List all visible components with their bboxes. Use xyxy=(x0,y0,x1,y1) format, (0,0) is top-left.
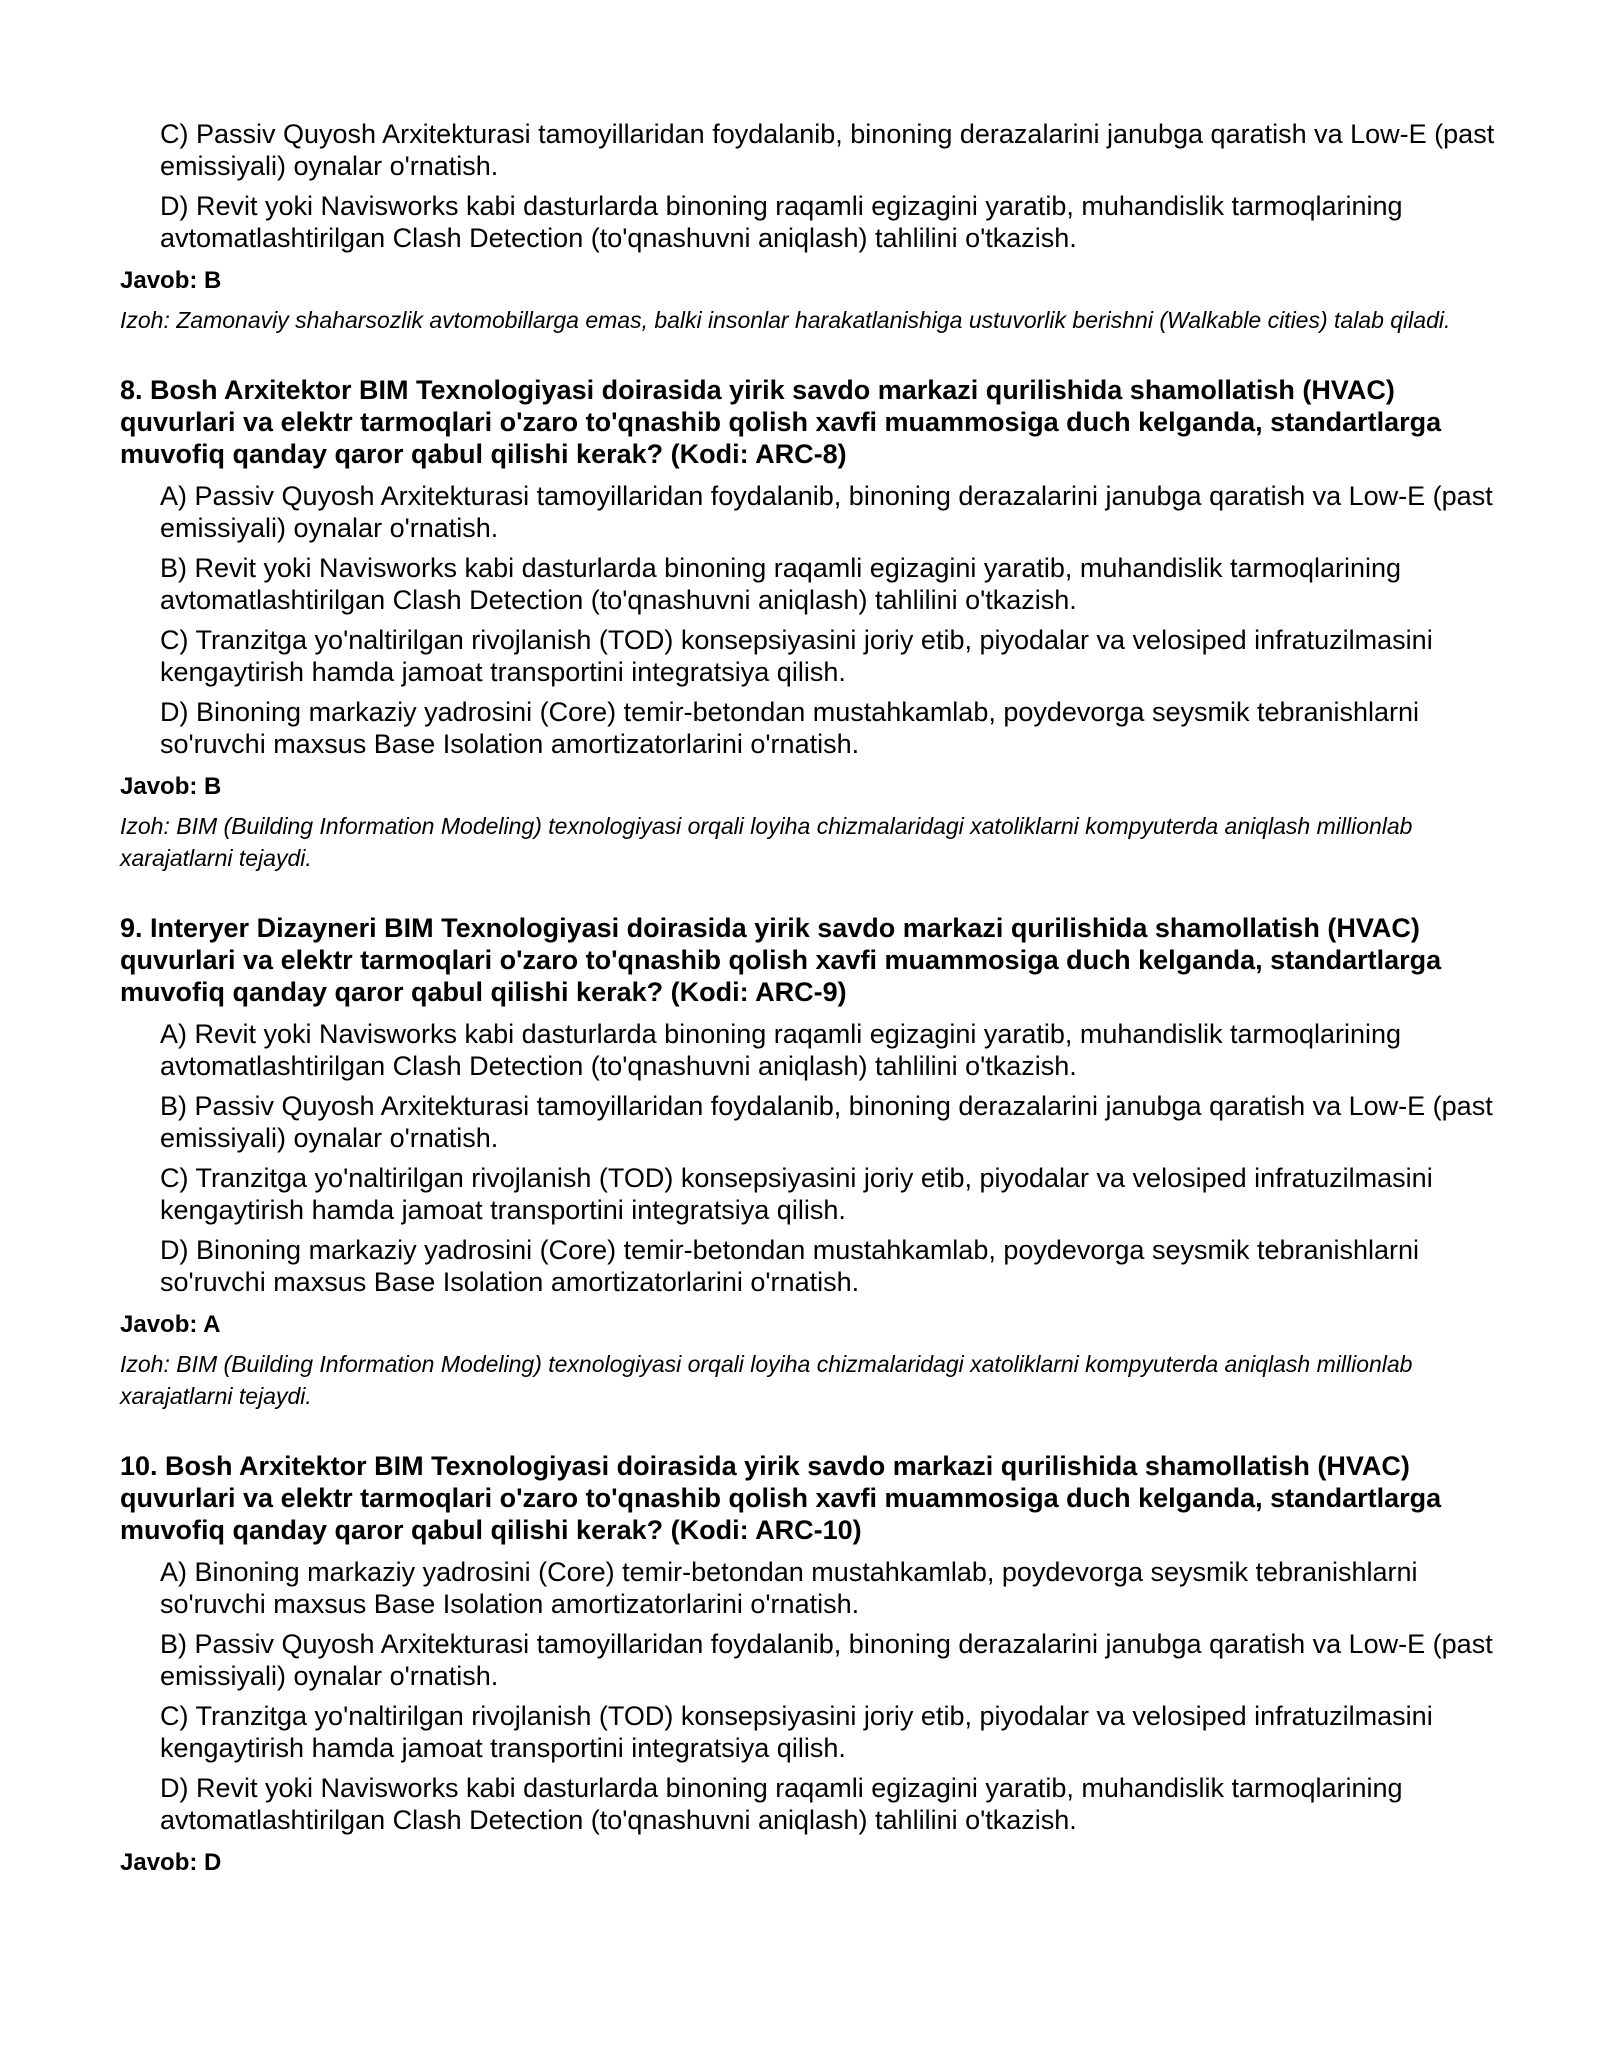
option-d: D) Revit yoki Navisworks kabi dasturlarda binoning raqamli egizagini yaratib, muhandislik tarmoqlarining avtomatlashtirilgan Clash Detection (to'qnashuvni aniqlash) tahlilini o'tkazish. xyxy=(160,1773,1403,1835)
question-block-10 xyxy=(120,1450,1500,1878)
option-b: B) Revit yoki Navisworks kabi dasturlarda binoning raqamli egizagini yaratib, muhandislik tarmoqlarining avtomatlashtirilgan Clash Detection (to'qnashuvni aniqlash) tahlilini o'tkazish. xyxy=(160,553,1402,615)
option-b: B) Passiv Quyosh Arxitekturasi tamoyillaridan foydalanib, binoning derazalarini janubga qaratish va Low-E (past emissiyali) oynalar o'rnatish. xyxy=(160,1629,1493,1691)
option-b: B) Passiv Quyosh Arxitekturasi tamoyillaridan foydalanib, binoning derazalarini janubga qaratish va Low-E (past emissiyali) oynalar o'rnatish. xyxy=(160,1091,1493,1153)
answer-label: Javob: A xyxy=(120,1311,221,1338)
option-d: D) Binoning markaziy yadrosini (Core) temir-betondan mustahkamlab, poydevorga seysmik tebranishlarni so'ruvchi maxsus Base Isolation amortizatorlarini o'rnatish. xyxy=(160,697,1420,759)
explanation-note: Izoh: BIM (Building Information Modeling) texnologiyasi orqali loyiha chizmalaridagi xatoliklarni kompyuterda aniqlash millionlab xarajatlarni tejaydi. xyxy=(120,1351,1413,1409)
document-page xyxy=(120,118,1500,1886)
question-block-8 xyxy=(120,374,1500,874)
explanation-note: Izoh: BIM (Building Information Modeling) texnologiyasi orqali loyiha chizmalaridagi xatoliklarni kompyuterda aniqlash millionlab xarajatlarni tejaydi. xyxy=(120,813,1413,871)
option-a: A) Binoning markaziy yadrosini (Core) temir-betondan mustahkamlab, poydevorga seysmik tebranishlarni so'ruvchi maxsus Base Isolation amortizatorlarini o'rnatish. xyxy=(160,1557,1418,1619)
question-block-7 xyxy=(120,118,1500,336)
option-c: C) Tranzitga yo'naltirilgan rivojlanish (TOD) konsepsiyasini joriy etib, piyodalar va velosiped infratuzilmasini kengaytirish hamda jamoat transportini integratsiya qilish. xyxy=(160,1701,1433,1763)
explanation-note: Izoh: Zamonaviy shaharsozlik avtomobillarga emas, balki insonlar harakatlanishiga ustuvorlik berishni (Walkable cities) talab qiladi. xyxy=(120,307,1451,333)
question-text: 10. Bosh Arxitektor BIM Texnologiyasi doirasida yirik savdo markazi qurilishida shamollatish (HVAC) quvurlari va elektr tarmoqlari o'zaro to'qnashib qolish xavfi muammosiga duch kelganda, standartlarga muvofiq qanday qaror qabul qilishi kerak? (Kodi: ARC-10) xyxy=(120,1451,1442,1545)
option-c: C) Tranzitga yo'naltirilgan rivojlanish (TOD) konsepsiyasini joriy etib, piyodalar va velosiped infratuzilmasini kengaytirish hamda jamoat transportini integratsiya qilish. xyxy=(160,1163,1433,1225)
option-d: D) Binoning markaziy yadrosini (Core) temir-betondan mustahkamlab, poydevorga seysmik tebranishlarni so'ruvchi maxsus Base Isolation amortizatorlarini o'rnatish. xyxy=(160,1235,1420,1297)
option-c: C) Passiv Quyosh Arxitekturasi tamoyillaridan foydalanib, binoning derazalarini janubga qaratish va Low-E (past emissiyali) oynalar o'rnatish. xyxy=(160,119,1495,181)
option-c: C) Tranzitga yo'naltirilgan rivojlanish (TOD) konsepsiyasini joriy etib, piyodalar va velosiped infratuzilmasini kengaytirish hamda jamoat transportini integratsiya qilish. xyxy=(160,625,1433,687)
answer-label: Javob: B xyxy=(120,773,222,800)
answer-label: Javob: B xyxy=(120,267,222,294)
question-text: 8. Bosh Arxitektor BIM Texnologiyasi doirasida yirik savdo markazi qurilishida shamollatish (HVAC) quvurlari va elektr tarmoqlari o'zaro to'qnashib qolish xavfi muammosiga duch kelganda, standartlarga muvofiq qanday qaror qabul qilishi kerak? (Kodi: ARC-8) xyxy=(120,375,1442,469)
option-a: A) Passiv Quyosh Arxitekturasi tamoyillaridan foydalanib, binoning derazalarini janubga qaratish va Low-E (past emissiyali) oynalar o'rnatish. xyxy=(160,481,1493,543)
option-d: D) Revit yoki Navisworks kabi dasturlarda binoning raqamli egizagini yaratib, muhandislik tarmoqlarining avtomatlashtirilgan Clash Detection (to'qnashuvni aniqlash) tahlilini o'tkazish. xyxy=(160,191,1403,253)
answer-label: Javob: D xyxy=(120,1849,222,1876)
option-a: A) Revit yoki Navisworks kabi dasturlarda binoning raqamli egizagini yaratib, muhandislik tarmoqlarining avtomatlashtirilgan Clash Detection (to'qnashuvni aniqlash) tahlilini o'tkazish. xyxy=(160,1019,1402,1081)
question-text: 9. Interyer Dizayneri BIM Texnologiyasi doirasida yirik savdo markazi qurilishida shamollatish (HVAC) quvurlari va elektr tarmoqlari o'zaro to'qnashib qolish xavfi muammosiga duch kelganda, standartlarga muvofiq qanday qaror qabul qilishi kerak? (Kodi: ARC-9) xyxy=(120,913,1442,1007)
question-block-9 xyxy=(120,912,1500,1412)
